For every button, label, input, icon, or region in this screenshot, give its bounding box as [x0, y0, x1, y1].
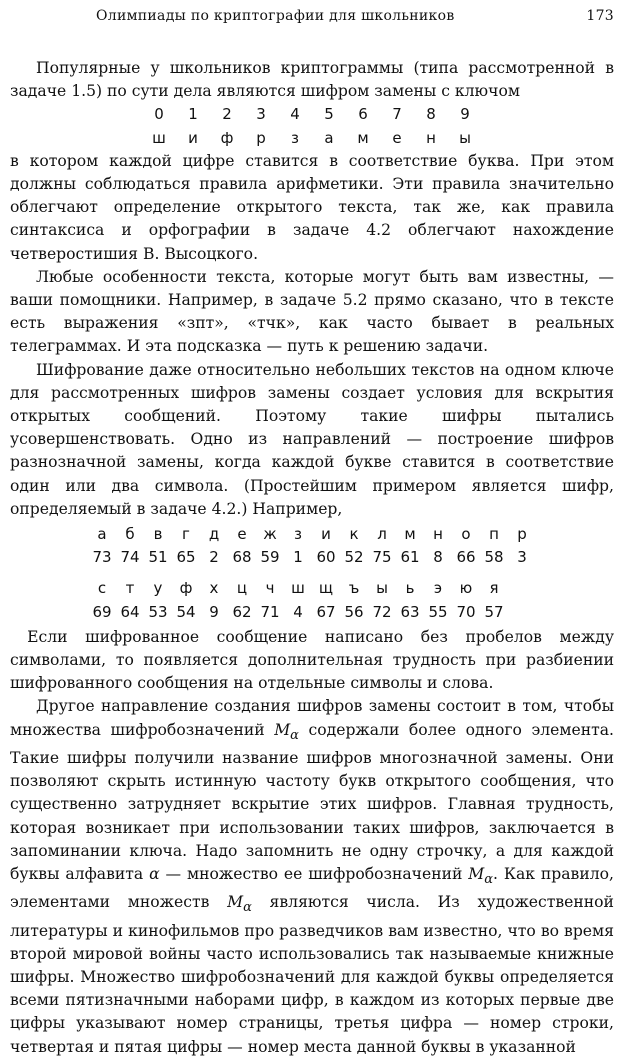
cipher-letter: и: [321, 525, 331, 544]
paragraph-spaces-difficulty: [10, 626, 614, 696]
cipher-code: 60: [316, 548, 336, 567]
homophonic-text-2: содержали более одного элемента. Такие шифры получили название шифров многозначной замены. Они позволяют скрыть истинную частоту букв открытого сообщения, что существенно затрудняет вскрытие этих шифров. Главная трудность, которая возникает при использовании таких шифров, заключается в запоминании ключа. Надо запомнить не одну строчку, а для каждой буквы алфавита: [10, 720, 614, 884]
key-digit: 9: [460, 105, 470, 124]
key-letter: м: [357, 128, 369, 147]
cipher-letter: ц: [236, 579, 248, 598]
cipher-code: 61: [400, 548, 420, 567]
homophonic-text-5: являются числа. Из художественной литературы и кинофильмов про разведчиков вам известно, что во время второй мировой войны часто использовались так называемые книжные шифры. Множество шифробозначений для каждой буквы определяется всеми пятизначными наборами цифр, в каждом из которых первые две цифры указывают номер страницы, третья цифра — номер строки, четвертая и пятая цифры — номер места данной буквы в указанной: [10, 893, 614, 1056]
cipher-letter: в: [153, 525, 163, 544]
key-digit: 6: [358, 105, 368, 124]
cipher-code: 52: [344, 548, 364, 567]
key-letter: и: [188, 128, 198, 147]
variable-length-cipher-table: [88, 523, 536, 624]
cipher-letter: ь: [405, 579, 415, 598]
cipher-code: 59: [260, 548, 280, 567]
cipher-letter: х: [209, 579, 219, 598]
paragraph-spaces-text: Если шифрованное сообщение написано без пробелов между символами, то появляется дополнительная трудность при разбиении шифрованного сообщения на отдельные символы и слова.: [10, 627, 614, 693]
cipher-letter: ю: [459, 579, 473, 598]
cipher-code: 66: [456, 548, 476, 567]
cipher-code: 67: [316, 602, 336, 621]
cipher-letter: м: [404, 525, 416, 544]
key-digit: 3: [256, 105, 266, 124]
key-letter: ш: [152, 128, 166, 147]
cipher-letter: г: [182, 525, 190, 544]
math-alpha: α: [149, 865, 160, 884]
cipher-code: 72: [372, 602, 392, 621]
key-letter: н: [426, 128, 436, 147]
cipher-code: 4: [293, 602, 303, 621]
key-digit: 1: [188, 105, 198, 124]
cipher-letter: п: [489, 525, 499, 544]
cipher-code: 53: [148, 602, 168, 621]
cipher-code: 9: [209, 602, 219, 621]
cipher-letter: д: [208, 525, 220, 544]
cipher-code: 69: [92, 602, 112, 621]
cipher-code: 71: [260, 602, 280, 621]
key-letter: ф: [220, 128, 234, 147]
cipher-code: 57: [484, 602, 504, 621]
math-m-alpha: [468, 865, 494, 888]
key-digit: 2: [222, 105, 232, 124]
cipher-code: 74: [120, 548, 140, 567]
cipher-code: 54: [176, 602, 196, 621]
cipher-letter: ы: [376, 579, 388, 598]
cipher-code: 68: [232, 548, 252, 567]
homophonic-text-1: Другое направление создания шифров замены состоит в том, чтобы множества шифробозначений: [10, 697, 614, 739]
cipher-letter: ф: [179, 579, 193, 598]
cipher-letter: т: [125, 579, 135, 598]
cipher-letter: е: [237, 525, 247, 544]
cipher-code: 1: [293, 548, 303, 567]
cipher-code: 2: [209, 548, 219, 567]
cipher-letter: я: [489, 579, 499, 598]
paragraph-cryptograms-continued: в котором каждой цифре ставится в соответствие буква. При этом должны соблюдаться правила арифметики. Эти правила значительно облегчают определение открытого текста, так же, как правила синтаксиса и орфографии в задаче 4.2 облегчают нахождение четверостишия В. Высоцкого.: [10, 151, 614, 263]
math-m-alpha: [274, 720, 299, 743]
cipher-codes-row-1: [88, 546, 536, 569]
math-subscript-alpha: α: [484, 872, 494, 888]
cipher-code: 8: [433, 548, 443, 567]
key-digits-row: [142, 103, 482, 126]
math-m: M: [274, 720, 291, 739]
cipher-code: 70: [456, 602, 476, 621]
cipher-letter: с: [97, 579, 107, 598]
key-letter: а: [324, 128, 334, 147]
cipher-letter: ч: [265, 579, 275, 598]
cipher-codes-row-2: [88, 601, 536, 624]
math-m: M: [227, 893, 244, 912]
key-letter: е: [392, 128, 402, 147]
cipher-letter: л: [377, 525, 387, 544]
cipher-letter: у: [153, 579, 163, 598]
cipher-letter: ъ: [348, 579, 360, 598]
cipher-code: 73: [92, 548, 112, 567]
key-letter: р: [256, 128, 266, 147]
homophonic-text-4: . Как правило, элементами множеств: [10, 865, 614, 912]
page-number: 173: [586, 8, 614, 24]
cipher-code: 58: [484, 548, 504, 567]
key-digit: 7: [392, 105, 402, 124]
body-text: [10, 57, 614, 1059]
cipher-letters-row-2: [88, 577, 536, 600]
cipher-letter: щ: [318, 579, 334, 598]
key-digit: 4: [290, 105, 300, 124]
cipher-code: 75: [372, 548, 392, 567]
cipher-letter: б: [125, 525, 135, 544]
cipher-code: 65: [176, 548, 196, 567]
paragraph-cryptograms-intro: Популярные у школьников криптограммы (типа рассмотренной в задаче 1.5) по сути дела являются шифром замены с ключом: [10, 59, 614, 101]
cipher-letter: ш: [291, 579, 305, 598]
cipher-code: 64: [120, 602, 140, 621]
paragraph-variable-length-intro: Шифрование даже относительно небольших текстов на одном ключе для рассмотренных шифров замены создает условия для вскрытия открытых сообщений. Поэтому такие шифры пытались усовершенствовать. Одно из направлений — построение шифров разнозначной замены, когда каждой букве ставится в соответствие один или два символа. (Простейшим примером является шифр, определяемый в задаче 4.2.) Например,: [10, 360, 614, 518]
paragraph-homophonic: [10, 695, 614, 1058]
math-subscript-alpha: α: [243, 900, 252, 916]
homophonic-text-3: — множество ее шифробозначений: [165, 865, 463, 884]
key-digit: 8: [426, 105, 436, 124]
running-title: Олимпиады по криптографии для школьников: [96, 8, 455, 24]
cipher-letters-row-1: [88, 523, 536, 546]
cipher-code: 56: [344, 602, 364, 621]
cipher-letter: о: [461, 525, 471, 544]
cipher-letter: н: [433, 525, 443, 544]
cipher-letter: к: [349, 525, 359, 544]
math-subscript-alpha: α: [290, 727, 299, 743]
cipher-code: 62: [232, 602, 252, 621]
key-letter: ы: [459, 128, 471, 147]
cipher-letter: а: [97, 525, 107, 544]
math-m: M: [468, 865, 485, 884]
cipher-letter: р: [517, 525, 527, 544]
key-digit: 5: [324, 105, 334, 124]
substitution-key-table: [142, 103, 482, 149]
cipher-code: 51: [148, 548, 168, 567]
key-letters-row: [142, 127, 482, 150]
cipher-code: 55: [428, 602, 448, 621]
cipher-code: 63: [400, 602, 420, 621]
key-letter: з: [291, 128, 299, 147]
cipher-letter: з: [294, 525, 302, 544]
math-m-alpha: [227, 893, 252, 916]
running-header: [30, 6, 614, 28]
cipher-code: 3: [517, 548, 527, 567]
cipher-letter: ж: [263, 525, 277, 544]
paragraph-text-features: Любые особенности текста, которые могут быть вам известны, — ваши помощники. Например, в задаче 5.2 прямо сказано, что в тексте есть выражения «зпт», «тчк», как часто бывает в реальных телеграммах. И эта подсказка — путь к решению задачи.: [10, 267, 614, 356]
key-digit: 0: [154, 105, 164, 124]
cipher-letter: э: [433, 579, 443, 598]
